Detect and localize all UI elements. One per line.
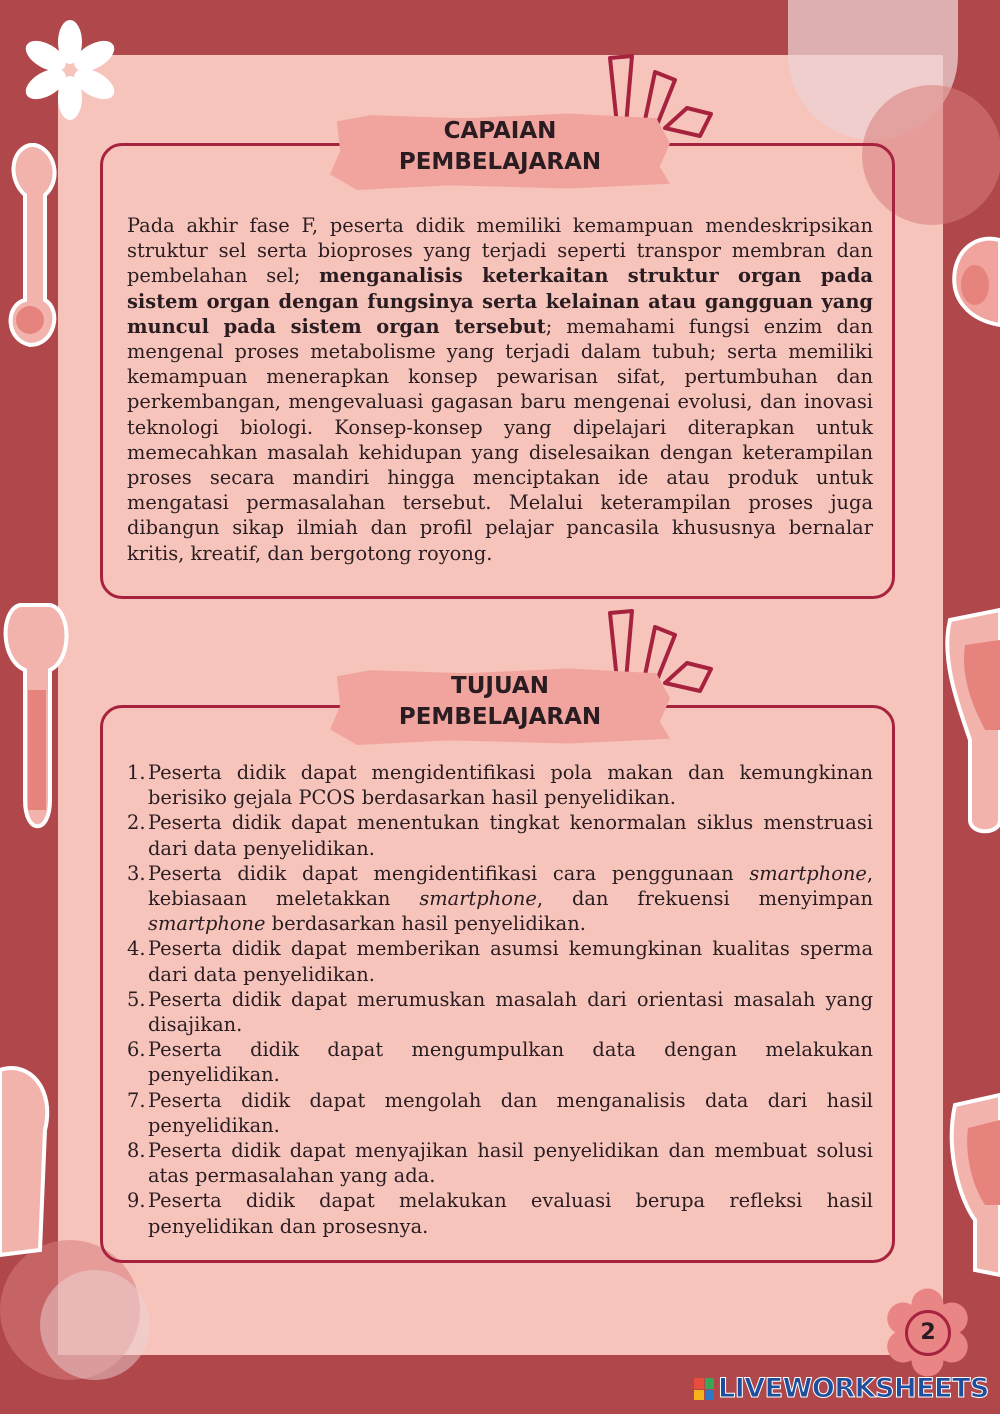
list-item-number: 9.: [127, 1189, 146, 1213]
list-item: [127, 1138, 873, 1188]
list-item-emphasis: smartphone: [148, 912, 266, 936]
list-item: [127, 1037, 873, 1087]
male-reproductive-organ-illustration: [0, 1060, 60, 1260]
list-item: [127, 936, 873, 986]
page-number: 2: [905, 1310, 951, 1356]
text-segment-bold: menganalisis keterkaitan struktur organ pada sistem organ dengan fungsinya serta kelainan atau gangguan yang muncul pada sistem organ tersebut: [127, 264, 873, 338]
list-item-emphasis: smartphone: [419, 887, 537, 911]
list-item-number: 3.: [127, 861, 146, 885]
capaian-pembelajaran-text: [127, 213, 873, 566]
list-item-text: Peserta didik dapat mengolah dan menganalisis data dari hasil penyelidikan.: [148, 1088, 873, 1137]
list-item-text: Peserta didik dapat mengumpulkan data dengan melakukan penyelidikan.: [148, 1038, 873, 1087]
list-item: [127, 987, 873, 1037]
list-item-text: Peserta didik dapat menyajikan hasil penyelidikan dan membuat solusi atas permasalahan yang ada.: [148, 1139, 873, 1188]
list-item: [127, 1088, 873, 1138]
flower-icon: [15, 15, 125, 125]
female-reproductive-organ-illustration: [940, 230, 1000, 340]
list-item-number: 4.: [127, 937, 146, 961]
list-item: [127, 1188, 873, 1238]
tujuan-pembelajaran-heading: [330, 671, 670, 733]
heading-line: PEMBELAJARAN: [398, 149, 602, 175]
list-item-text: Peserta didik dapat mengidentifikasi pola makan dan kemungkinan berisiko gejala PCOS berdasarkan hasil penyelidikan.: [148, 761, 873, 810]
learning-goals-list: [127, 760, 873, 1239]
list-item-number: 8.: [127, 1139, 146, 1163]
heading-line: PEMBELAJARAN: [398, 704, 602, 730]
list-item: [127, 861, 873, 937]
list-item-text: , dan frekuensi menyimpan: [536, 887, 874, 911]
heading-line: TUJUAN: [451, 673, 549, 699]
heading-line: CAPAIAN: [443, 118, 557, 144]
list-item-text: Peserta didik dapat merumuskan masalah dari orientasi masalah yang disajikan.: [148, 987, 873, 1037]
list-item: [127, 760, 873, 810]
female-reproductive-organ-illustration: [940, 600, 1000, 840]
list-item: [127, 810, 873, 860]
list-item-number: 1.: [127, 761, 146, 784]
text-segment: Pada akhir fase F, peserta didik memiliki kemampuan mendeskripsikan struktur sel serta bioproses yang terjadi seperti transpor membran dan pembelahan sel;: [127, 214, 873, 288]
list-item-number: 2.: [127, 811, 146, 835]
list-item-number: 7.: [127, 1088, 146, 1112]
male-reproductive-organ-illustration: [0, 140, 70, 350]
liveworksheets-watermark[interactable]: LIVEWORKSHEETS: [718, 1373, 989, 1404]
list-item-text: Peserta didik dapat mengidentifikasi cara penggunaan: [148, 861, 750, 885]
list-item-text: berdasarkan hasil penyelidikan.: [265, 912, 586, 936]
liveworksheets-logo-icon: [694, 1378, 714, 1400]
list-item-number: 5.: [127, 987, 146, 1011]
list-item-text: Peserta didik dapat memberikan asumsi kemungkinan kualitas sperma dari data penyelidikan.: [148, 937, 873, 986]
list-item-text: , kebiasaan meletakkan: [148, 861, 873, 911]
decorative-circle-shape: [40, 1270, 150, 1380]
list-item-text: Peserta didik dapat melakukan evaluasi berupa refleksi hasil penyelidikan dan prosesnya.: [148, 1189, 873, 1238]
list-item-number: 6.: [127, 1038, 146, 1062]
list-item-text: Peserta didik dapat menentukan tingkat kenormalan siklus menstruasi dari data penyelidikan.: [148, 811, 873, 860]
list-item-emphasis: smartphone: [749, 861, 867, 885]
text-segment: ; memahami fungsi enzim dan mengenal proses metabolisme yang terjadi dalam tubuh; serta memiliki kemampuan menerapkan konsep pewarisan sifat, pertumbuhan dan perkembangan, mengevaluasi gagasan baru mengenai evolusi, dan inovasi teknologi biologi. Konsep-konsep yang dipelajari diterapkan untuk memecahkan masalah kehidupan yang diselesaikan dengan keterampilan proses secara mandiri hingga menciptakan ide atau produk untuk mengatasi permasalahan tersebut. Melalui keterampilan proses juga dibangun sikap ilmiah dan profil pelajar pancasila khususnya bernalar kritis, kreatif, dan bergotong royong.: [127, 314, 873, 565]
capaian-pembelajaran-heading: [330, 116, 670, 178]
male-reproductive-organ-illustration: [0, 600, 75, 840]
female-reproductive-organ-illustration: [940, 1090, 1000, 1280]
